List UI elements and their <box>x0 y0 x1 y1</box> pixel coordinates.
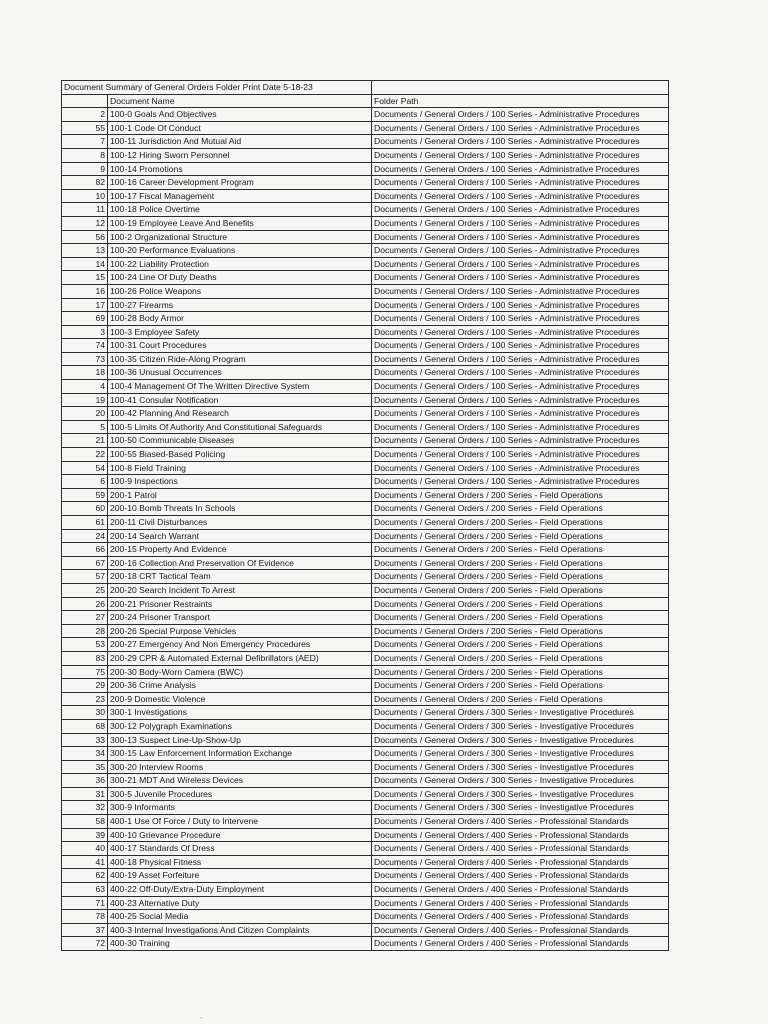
document-name: 100-19 Employee Leave And Benefits <box>108 216 372 230</box>
document-name: 100-9 Inspections <box>108 475 372 489</box>
table-row <box>62 896 669 910</box>
document-title: Document Summary of General Orders Folder Print Date 5-18-23 <box>62 81 372 95</box>
folder-path: Documents / General Orders / 200 Series - Field Operations <box>372 638 669 652</box>
folder-path: Documents / General Orders / 400 Series - Professional Standards <box>372 923 669 937</box>
folder-path: Documents / General Orders / 100 Series - Administrative Procedures <box>372 148 669 162</box>
table-row <box>62 937 669 951</box>
folder-path: Documents / General Orders / 200 Series - Field Operations <box>372 679 669 693</box>
folder-path: Documents / General Orders / 100 Series - Administrative Procedures <box>372 366 669 380</box>
folder-path: Documents / General Orders / 200 Series - Field Operations <box>372 624 669 638</box>
folder-path: Documents / General Orders / 400 Series - Professional Standards <box>372 815 669 829</box>
document-name: 100-55 Biased-Based Policing <box>108 448 372 462</box>
folder-path: Documents / General Orders / 300 Series - Investigative Procedures <box>372 760 669 774</box>
folder-path: Documents / General Orders / 100 Series - Administrative Procedures <box>372 475 669 489</box>
row-id: 56 <box>62 230 108 244</box>
title-row <box>62 81 669 95</box>
table-row <box>62 665 669 679</box>
row-id: 28 <box>62 624 108 638</box>
document-name: 100-22 Liability Protection <box>108 257 372 271</box>
document-name: 100-17 Fiscal Management <box>108 189 372 203</box>
row-id: 40 <box>62 842 108 856</box>
document-name: 400-22 Off-Duty/Extra-Duty Employment <box>108 883 372 897</box>
table-row <box>62 271 669 285</box>
folder-path: Documents / General Orders / 300 Series - Investigative Procedures <box>372 706 669 720</box>
document-name: 200-27 Emergency And Non Emergency Procedures <box>108 638 372 652</box>
table-row <box>62 189 669 203</box>
table-row <box>62 475 669 489</box>
table-row <box>62 461 669 475</box>
row-id: 67 <box>62 556 108 570</box>
table-row <box>62 910 669 924</box>
document-name: 200-14 Search Warrant <box>108 529 372 543</box>
row-id: 62 <box>62 869 108 883</box>
document-name: 300-12 Polygraph Examinations <box>108 719 372 733</box>
row-id: 3 <box>62 325 108 339</box>
folder-path: Documents / General Orders / 100 Series - Administrative Procedures <box>372 407 669 421</box>
table-row <box>62 611 669 625</box>
row-id: 57 <box>62 570 108 584</box>
table-row <box>62 801 669 815</box>
folder-path: Documents / General Orders / 100 Series - Administrative Procedures <box>372 461 669 475</box>
row-id: 21 <box>62 434 108 448</box>
row-id: 54 <box>62 461 108 475</box>
row-id: 5 <box>62 420 108 434</box>
table-row <box>62 216 669 230</box>
folder-path: Documents / General Orders / 200 Series - Field Operations <box>372 583 669 597</box>
row-id: 78 <box>62 910 108 924</box>
table-row <box>62 719 669 733</box>
row-id: 37 <box>62 923 108 937</box>
row-id: 29 <box>62 679 108 693</box>
table-row <box>62 638 669 652</box>
table-row <box>62 434 669 448</box>
row-id: 75 <box>62 665 108 679</box>
document-name: 100-50 Communicable Diseases <box>108 434 372 448</box>
folder-path: Documents / General Orders / 200 Series - Field Operations <box>372 611 669 625</box>
document-name: 200-9 Domestic Violence <box>108 692 372 706</box>
row-id: 74 <box>62 339 108 353</box>
folder-path: Documents / General Orders / 300 Series - Investigative Procedures <box>372 747 669 761</box>
table-row <box>62 135 669 149</box>
folder-path: Documents / General Orders / 400 Series - Professional Standards <box>372 828 669 842</box>
folder-path: Documents / General Orders / 400 Series - Professional Standards <box>372 883 669 897</box>
table-row <box>62 380 669 394</box>
table-row <box>62 787 669 801</box>
row-id: 71 <box>62 896 108 910</box>
folder-path: Documents / General Orders / 100 Series - Administrative Procedures <box>372 380 669 394</box>
table-row <box>62 651 669 665</box>
document-name: 300-9 Informants <box>108 801 372 815</box>
table-row <box>62 543 669 557</box>
document-name: 100-35 Citizen Ride-Along Program <box>108 352 372 366</box>
header-id-cell <box>62 94 108 108</box>
table-row <box>62 244 669 258</box>
row-id: 58 <box>62 815 108 829</box>
document-name: 100-20 Performance Evaluations <box>108 244 372 258</box>
document-name: 400-25 Social Media <box>108 910 372 924</box>
folder-path: Documents / General Orders / 200 Series - Field Operations <box>372 597 669 611</box>
folder-path: Documents / General Orders / 200 Series - Field Operations <box>372 692 669 706</box>
table-row <box>62 257 669 271</box>
document-name: 100-16 Career Development Program <box>108 176 372 190</box>
table-row <box>62 529 669 543</box>
table-row <box>62 583 669 597</box>
document-name: 100-26 Police Weapons <box>108 284 372 298</box>
table-row <box>62 774 669 788</box>
row-id: 82 <box>62 176 108 190</box>
folder-path: Documents / General Orders / 100 Series - Administrative Procedures <box>372 284 669 298</box>
row-id: 2 <box>62 108 108 122</box>
table-row <box>62 842 669 856</box>
document-name: 400-10 Grievance Procedure <box>108 828 372 842</box>
table-row <box>62 339 669 353</box>
row-id: 25 <box>62 583 108 597</box>
row-id: 18 <box>62 366 108 380</box>
table-row <box>62 869 669 883</box>
title-row-blank-cell <box>372 81 669 95</box>
folder-path: Documents / General Orders / 100 Series - Administrative Procedures <box>372 434 669 448</box>
row-id: 9 <box>62 162 108 176</box>
document-name: 100-18 Police Overtime <box>108 203 372 217</box>
table-row <box>62 747 669 761</box>
document-name: 100-4 Management Of The Written Directive System <box>108 380 372 394</box>
folder-path: Documents / General Orders / 100 Series - Administrative Procedures <box>372 230 669 244</box>
folder-path: Documents / General Orders / 300 Series - Investigative Procedures <box>372 774 669 788</box>
column-header-document-name: Document Name <box>108 94 372 108</box>
row-id: 24 <box>62 529 108 543</box>
document-name: 200-36 Crime Analysis <box>108 679 372 693</box>
document-name: 100-8 Field Training <box>108 461 372 475</box>
table-row <box>62 448 669 462</box>
folder-path: Documents / General Orders / 100 Series - Administrative Procedures <box>372 325 669 339</box>
row-id: 41 <box>62 855 108 869</box>
column-header-folder-path: Folder Path <box>372 94 669 108</box>
folder-path: Documents / General Orders / 100 Series - Administrative Procedures <box>372 244 669 258</box>
document-name: 200-10 Bomb Threats In Schools <box>108 502 372 516</box>
document-name: 200-29 CPR & Automated External Defibrillators (AED) <box>108 651 372 665</box>
folder-path: Documents / General Orders / 100 Series - Administrative Procedures <box>372 393 669 407</box>
document-sheet <box>61 80 668 951</box>
footer-mark: ˎ <box>200 1010 203 1019</box>
table-row <box>62 312 669 326</box>
folder-path: Documents / General Orders / 400 Series - Professional Standards <box>372 937 669 951</box>
row-id: 19 <box>62 393 108 407</box>
row-id: 14 <box>62 257 108 271</box>
table-row <box>62 624 669 638</box>
document-name: 100-11 Jurisdiction And Mutual Aid <box>108 135 372 149</box>
table-row <box>62 162 669 176</box>
document-name: 200-30 Body-Worn Camera (BWC) <box>108 665 372 679</box>
table-row <box>62 121 669 135</box>
row-id: 26 <box>62 597 108 611</box>
table-row <box>62 488 669 502</box>
row-id: 16 <box>62 284 108 298</box>
document-name: 200-16 Collection And Preservation Of Evidence <box>108 556 372 570</box>
folder-path: Documents / General Orders / 100 Series - Administrative Procedures <box>372 420 669 434</box>
row-id: 17 <box>62 298 108 312</box>
folder-path: Documents / General Orders / 100 Series - Administrative Procedures <box>372 448 669 462</box>
document-name: 200-20 Search Incident To Arrest <box>108 583 372 597</box>
document-name: 300-21 MDT And Wireless Devices <box>108 774 372 788</box>
table-row <box>62 692 669 706</box>
row-id: 34 <box>62 747 108 761</box>
folder-path: Documents / General Orders / 100 Series - Administrative Procedures <box>372 312 669 326</box>
folder-path: Documents / General Orders / 400 Series - Professional Standards <box>372 869 669 883</box>
document-name: 200-1 Patrol <box>108 488 372 502</box>
table-row <box>62 556 669 570</box>
table-row <box>62 420 669 434</box>
row-id: 63 <box>62 883 108 897</box>
folder-path: Documents / General Orders / 100 Series - Administrative Procedures <box>372 189 669 203</box>
folder-path: Documents / General Orders / 200 Series - Field Operations <box>372 665 669 679</box>
row-id: 66 <box>62 543 108 557</box>
document-name: 200-26 Special Purpose Vehicles <box>108 624 372 638</box>
row-id: 27 <box>62 611 108 625</box>
table-row <box>62 230 669 244</box>
folder-path: Documents / General Orders / 300 Series - Investigative Procedures <box>372 733 669 747</box>
folder-path: Documents / General Orders / 200 Series - Field Operations <box>372 651 669 665</box>
table-row <box>62 298 669 312</box>
table-row <box>62 760 669 774</box>
folder-path: Documents / General Orders / 100 Series - Administrative Procedures <box>372 108 669 122</box>
document-name: 400-3 Internal Investigations And Citizen Complaints <box>108 923 372 937</box>
folder-path: Documents / General Orders / 200 Series - Field Operations <box>372 529 669 543</box>
row-id: 59 <box>62 488 108 502</box>
document-name: 100-28 Body Armor <box>108 312 372 326</box>
folder-path: Documents / General Orders / 300 Series - Investigative Procedures <box>372 787 669 801</box>
document-name: 100-12 Hiring Sworn Personnel <box>108 148 372 162</box>
folder-path: Documents / General Orders / 100 Series - Administrative Procedures <box>372 135 669 149</box>
table-row <box>62 502 669 516</box>
document-name: 200-24 Prisoner Transport <box>108 611 372 625</box>
table-row <box>62 203 669 217</box>
document-name: 400-17 Standards Of Dress <box>108 842 372 856</box>
table-row <box>62 393 669 407</box>
folder-path: Documents / General Orders / 100 Series - Administrative Procedures <box>372 121 669 135</box>
folder-path: Documents / General Orders / 100 Series - Administrative Procedures <box>372 339 669 353</box>
table-row <box>62 923 669 937</box>
folder-path: Documents / General Orders / 100 Series - Administrative Procedures <box>372 176 669 190</box>
document-name: 100-1 Code Of Conduct <box>108 121 372 135</box>
document-name: 300-15 Law Enforcement Information Exchange <box>108 747 372 761</box>
row-id: 30 <box>62 706 108 720</box>
table-row <box>62 366 669 380</box>
row-id: 4 <box>62 380 108 394</box>
folder-path: Documents / General Orders / 400 Series - Professional Standards <box>372 896 669 910</box>
folder-path: Documents / General Orders / 100 Series - Administrative Procedures <box>372 271 669 285</box>
folder-path: Documents / General Orders / 100 Series - Administrative Procedures <box>372 203 669 217</box>
folder-path: Documents / General Orders / 200 Series - Field Operations <box>372 543 669 557</box>
table-row <box>62 679 669 693</box>
document-name: 100-41 Consular Notification <box>108 393 372 407</box>
table-row <box>62 352 669 366</box>
row-id: 68 <box>62 719 108 733</box>
row-id: 72 <box>62 937 108 951</box>
row-id: 39 <box>62 828 108 842</box>
table-row <box>62 733 669 747</box>
folder-path: Documents / General Orders / 200 Series - Field Operations <box>372 556 669 570</box>
table-row <box>62 176 669 190</box>
row-id: 10 <box>62 189 108 203</box>
row-id: 73 <box>62 352 108 366</box>
row-id: 53 <box>62 638 108 652</box>
document-name: 300-13 Suspect Line-Up-Show-Up <box>108 733 372 747</box>
row-id: 11 <box>62 203 108 217</box>
document-name: 100-14 Promotions <box>108 162 372 176</box>
row-id: 6 <box>62 475 108 489</box>
row-id: 23 <box>62 692 108 706</box>
document-name: 100-3 Employee Safety <box>108 325 372 339</box>
document-name: 200-11 Civil Disturbances <box>108 516 372 530</box>
folder-path: Documents / General Orders / 100 Series - Administrative Procedures <box>372 257 669 271</box>
row-id: 60 <box>62 502 108 516</box>
table-row <box>62 597 669 611</box>
row-id: 83 <box>62 651 108 665</box>
table-row <box>62 570 669 584</box>
row-id: 36 <box>62 774 108 788</box>
table-row <box>62 828 669 842</box>
header-row <box>62 94 669 108</box>
document-name: 400-30 Training <box>108 937 372 951</box>
folder-path: Documents / General Orders / 200 Series - Field Operations <box>372 570 669 584</box>
document-name: 100-42 Planning And Research <box>108 407 372 421</box>
general-orders-table <box>61 80 669 951</box>
row-id: 15 <box>62 271 108 285</box>
table-row <box>62 883 669 897</box>
table-row <box>62 284 669 298</box>
folder-path: Documents / General Orders / 400 Series - Professional Standards <box>372 842 669 856</box>
table-row <box>62 815 669 829</box>
table-row <box>62 148 669 162</box>
row-id: 55 <box>62 121 108 135</box>
folder-path: Documents / General Orders / 100 Series - Administrative Procedures <box>372 162 669 176</box>
row-id: 22 <box>62 448 108 462</box>
document-name: 300-5 Juvenile Procedures <box>108 787 372 801</box>
document-name: 300-1 Investigations <box>108 706 372 720</box>
document-name: 300-20 Interview Rooms <box>108 760 372 774</box>
row-id: 20 <box>62 407 108 421</box>
folder-path: Documents / General Orders / 300 Series - Investigative Procedures <box>372 719 669 733</box>
document-name: 200-15 Property And Evidence <box>108 543 372 557</box>
row-id: 7 <box>62 135 108 149</box>
table-row <box>62 407 669 421</box>
folder-path: Documents / General Orders / 100 Series - Administrative Procedures <box>372 352 669 366</box>
row-id: 31 <box>62 787 108 801</box>
folder-path: Documents / General Orders / 200 Series - Field Operations <box>372 516 669 530</box>
folder-path: Documents / General Orders / 100 Series - Administrative Procedures <box>372 298 669 312</box>
document-name: 400-23 Alternative Duty <box>108 896 372 910</box>
row-id: 33 <box>62 733 108 747</box>
table-row <box>62 108 669 122</box>
document-name: 100-5 Limits Of Authority And Constitutional Safeguards <box>108 420 372 434</box>
table-row <box>62 855 669 869</box>
document-name: 100-24 Line Of Duty Deaths <box>108 271 372 285</box>
row-id: 13 <box>62 244 108 258</box>
table-row <box>62 516 669 530</box>
folder-path: Documents / General Orders / 400 Series - Professional Standards <box>372 855 669 869</box>
row-id: 12 <box>62 216 108 230</box>
table-row <box>62 325 669 339</box>
folder-path: Documents / General Orders / 200 Series - Field Operations <box>372 502 669 516</box>
folder-path: Documents / General Orders / 100 Series - Administrative Procedures <box>372 216 669 230</box>
folder-path: Documents / General Orders / 200 Series - Field Operations <box>372 488 669 502</box>
folder-path: Documents / General Orders / 400 Series - Professional Standards <box>372 910 669 924</box>
folder-path: Documents / General Orders / 300 Series - Investigative Procedures <box>372 801 669 815</box>
document-name: 100-36 Unusual Occurrences <box>108 366 372 380</box>
document-name: 100-31 Court Procedures <box>108 339 372 353</box>
document-name: 200-21 Prisoner Restraints <box>108 597 372 611</box>
table-row <box>62 706 669 720</box>
document-name: 100-2 Organizational Structure <box>108 230 372 244</box>
document-name: 400-1 Use Of Force / Duty to Intervene <box>108 815 372 829</box>
row-id: 35 <box>62 760 108 774</box>
row-id: 69 <box>62 312 108 326</box>
document-name: 400-18 Physical Fitness <box>108 855 372 869</box>
row-id: 32 <box>62 801 108 815</box>
row-id: 61 <box>62 516 108 530</box>
document-name: 100-0 Goals And Objectives <box>108 108 372 122</box>
document-name: 200-18 CRT Tactical Team <box>108 570 372 584</box>
document-name: 100-27 Firearms <box>108 298 372 312</box>
row-id: 8 <box>62 148 108 162</box>
document-name: 400-19 Asset Forfeiture <box>108 869 372 883</box>
